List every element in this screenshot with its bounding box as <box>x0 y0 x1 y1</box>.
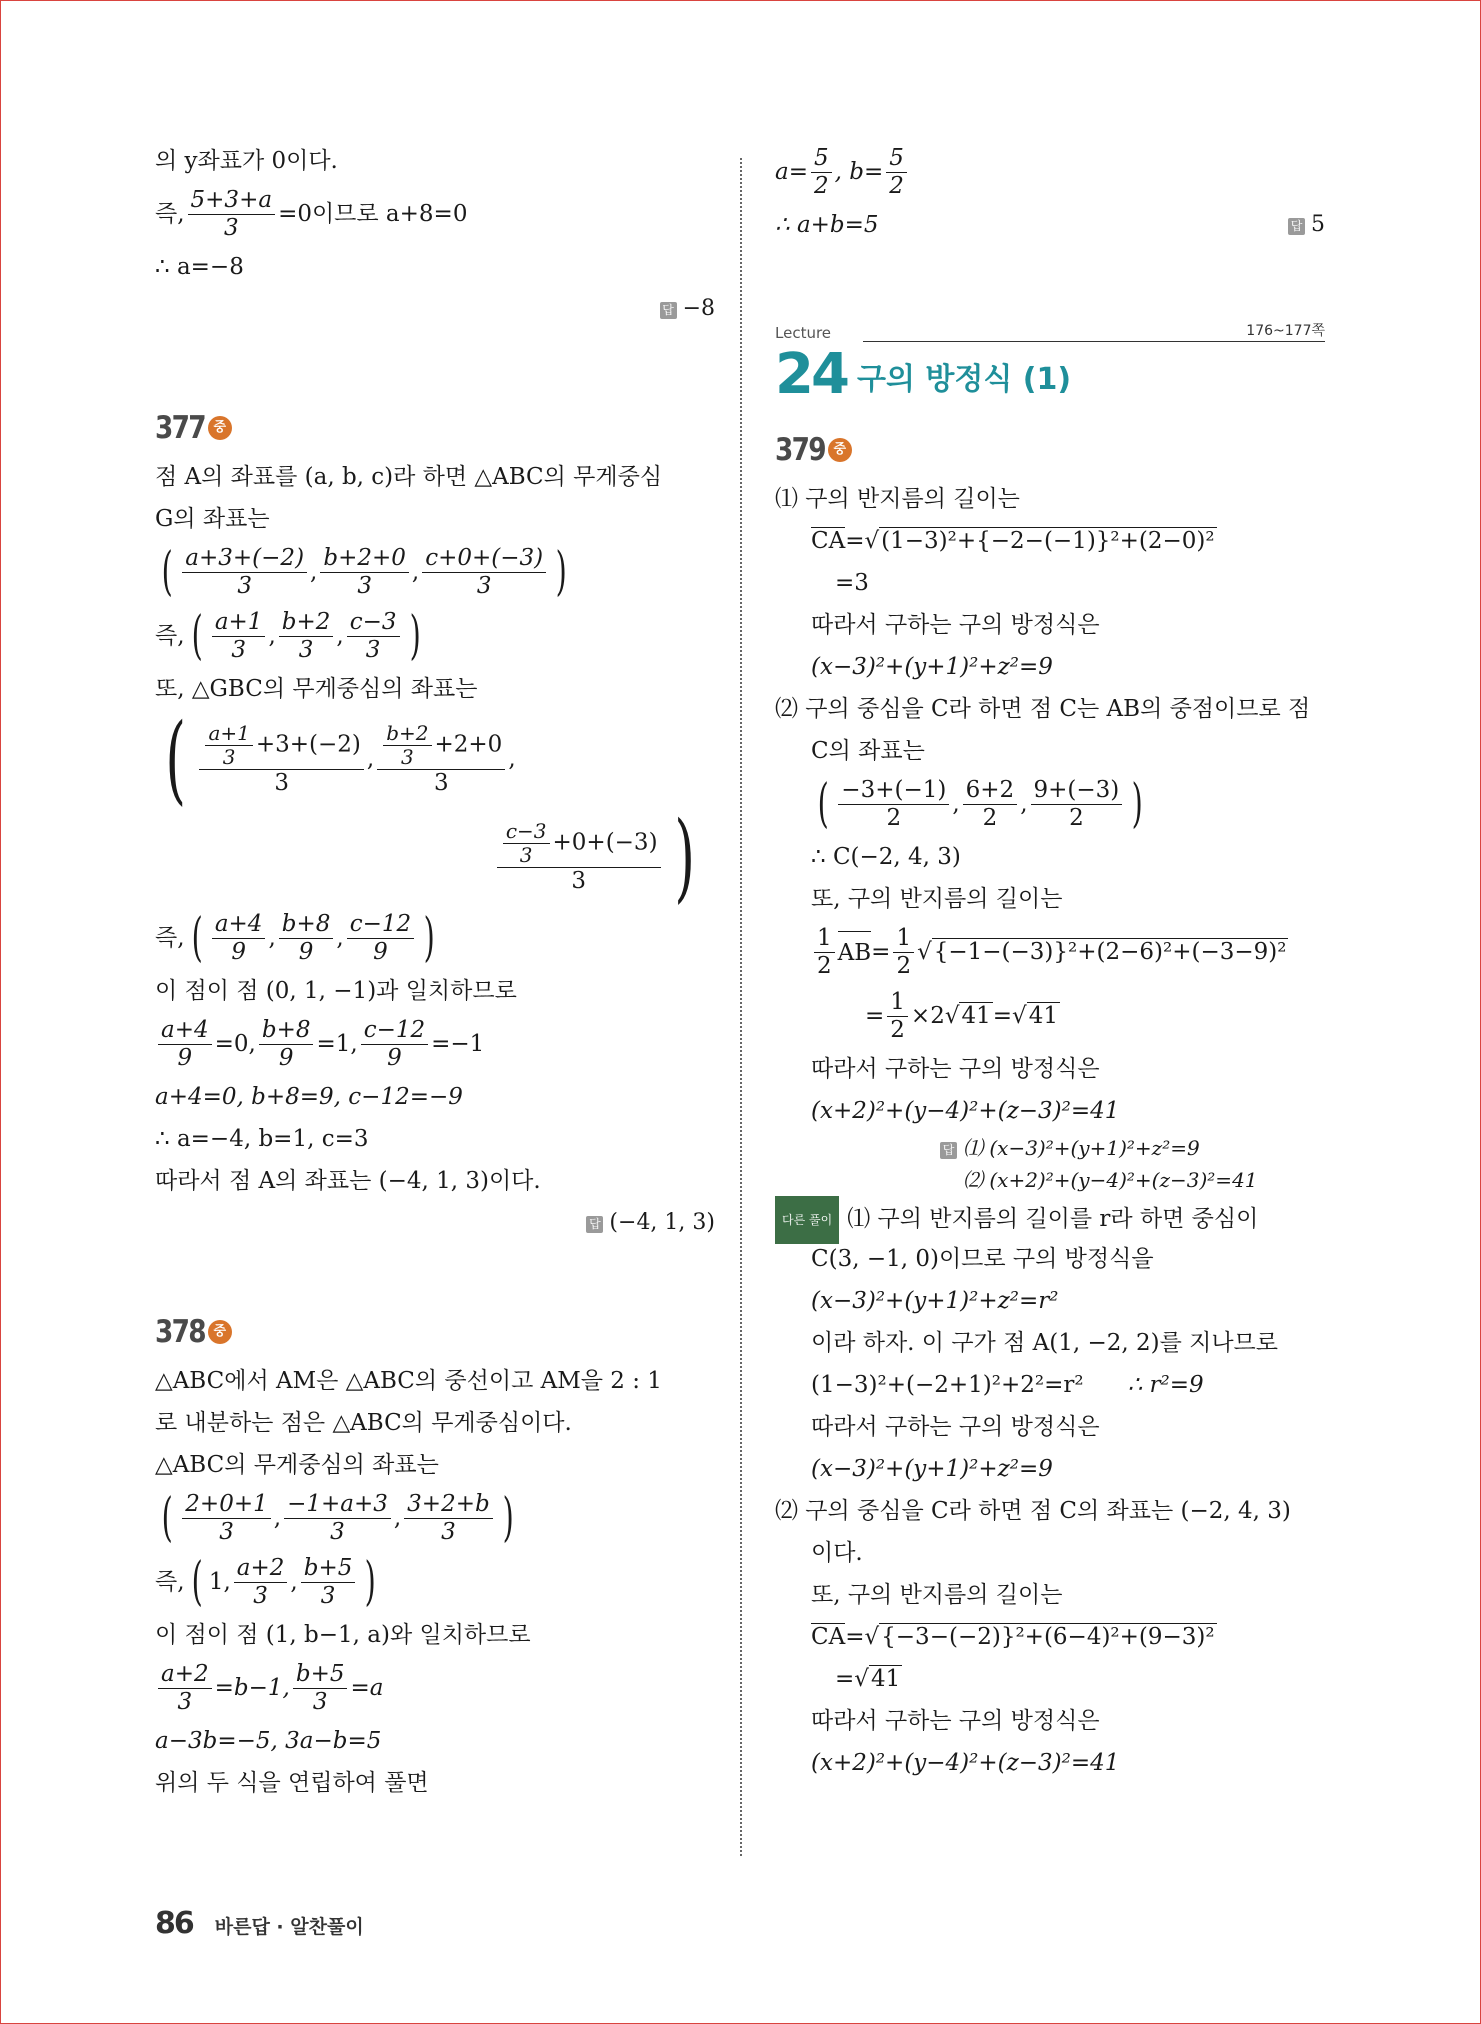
difficulty-badge: 중 <box>208 1320 232 1344</box>
answer-line: 답 (−4, 1, 3) <box>155 1202 715 1244</box>
alt-solution-tag: 다른 풀이 <box>775 1196 839 1244</box>
text-line: 이라 하자. 이 구가 점 A(1, −2, 2)를 지나므로 <box>811 1330 1278 1356</box>
text-line: ∴ C(−2, 4, 3) <box>811 844 961 870</box>
text-line: 점 A의 좌표를 (a, b, c)라 하면 △ABC의 무게중심 <box>155 464 663 490</box>
text-line: C의 좌표는 <box>811 738 925 764</box>
lecture-title: 구의 방정식 (1) <box>857 362 1072 397</box>
math-line: $\frac{c-3}{3}$ +0+(−3) 3 ) <box>155 808 715 906</box>
math-line: (x−3)²+(y+1)²+z²=9 <box>811 654 1053 680</box>
problem-number: 378 <box>155 1314 205 1350</box>
text-line: ∴ a=−8 <box>155 254 244 280</box>
text-line: △ABC의 무게중심의 좌표는 <box>155 1452 439 1478</box>
text-line: 또, 구의 반지름의 길이는 <box>811 1582 1063 1608</box>
problem-header-379 <box>775 422 1325 478</box>
difficulty-badge: 중 <box>828 438 852 462</box>
math-line: (1−3)²+(−2+1)²+2²=r² ∴ r²=9 <box>811 1372 1204 1398</box>
text-line: 따라서 구하는 구의 방정식은 <box>811 1056 1100 1082</box>
lecture-number: 24 <box>775 342 847 407</box>
math-line: ( $\frac{a+3+(-2)}{3}$ , $\frac{b+2+0}{3}$ , $\frac{c+0+(-3)}{3}$ ) <box>161 542 567 602</box>
difficulty-badge: 중 <box>208 416 232 440</box>
text-line: C(3, −1, 0)이므로 구의 방정식을 <box>811 1246 1154 1272</box>
text-line: 따라서 점 A의 좌표는 (−4, 1, 3)이다. <box>155 1168 541 1194</box>
text-line: ⑴ 구의 반지름의 길이는 <box>775 486 1020 512</box>
text-line: ⑵ 구의 중심을 C라 하면 점 C는 AB의 중점이므로 점 <box>775 696 1311 722</box>
right-column <box>775 140 1325 1784</box>
text-line: 위의 두 식을 연립하여 풀면 <box>155 1770 429 1796</box>
text-line: ⑵ 구의 중심을 C라 하면 점 C의 좌표는 (−2, 4, 3) <box>775 1498 1291 1524</box>
answer-line: ⑵ (x+2)²+(y−4)²+(z−3)²=41 <box>963 1168 1258 1192</box>
problem-number: 379 <box>775 432 825 468</box>
math-line: CA=√(1−3)²+{−2−(−1)}²+(2−0)² <box>775 520 1325 562</box>
text-line: a−3b=−5, 3a−b=5 <box>155 1728 382 1754</box>
lecture-label: Lecture <box>775 324 832 342</box>
text-line: 의 y좌표가 0이다. <box>155 148 338 174</box>
math-line: (x+2)²+(y−4)²+(z−3)²=41 <box>811 1750 1120 1776</box>
text-line: ∴ a+b=5 답 5 <box>775 212 1325 238</box>
lecture-header <box>775 324 1325 416</box>
problem-number: 377 <box>155 410 205 446</box>
math-line: CA=√{−3−(−2)}²+(6−4)²+(9−3)² <box>811 1624 1215 1650</box>
lecture-rule <box>863 341 1325 342</box>
math-line: 즉, $\frac{5+3+a}{3}$ =0이므로 a+8=0 <box>155 187 468 241</box>
math-line: 즉, ( $\frac{a+1}{3}$ , $\frac{b+2}{3}$ , $\frac{c-3}{3}$ ) <box>155 606 421 666</box>
math-line: $\frac{a+4}{9}$ =0, $\frac{b+8}{9}$ =1, $\frac{c-12}{9}$ =−1 <box>155 1012 715 1076</box>
book-title: 바른답 · 알찬풀이 <box>214 1916 364 1938</box>
text-line: 따라서 구하는 구의 방정식은 <box>811 1708 1100 1734</box>
answer-mark-icon: 답 <box>940 1142 957 1159</box>
text-line: △ABC에서 AM은 △ABC의 중선이고 AM을 2 : 1 <box>155 1368 662 1394</box>
text-line: 또, △GBC의 무게중심의 좌표는 <box>155 676 478 702</box>
problem-header-377 <box>155 400 715 456</box>
text-line: G의 좌표는 <box>155 506 270 532</box>
math-line: (x+2)²+(y−4)²+(z−3)²=41 <box>811 1098 1120 1124</box>
left-column <box>155 140 715 1804</box>
math-line: a= $\frac{5}{2}$ , b= $\frac{5}{2}$ <box>775 140 1325 204</box>
text-line: 이 점이 점 (0, 1, −1)과 일치하므로 <box>155 978 517 1004</box>
math-line: 즉, ( 1, $\frac{a+2}{3}$ , $\frac{b+5}{3}$ ) <box>155 1552 377 1612</box>
lecture-pages: 176~177쪽 <box>1246 323 1325 339</box>
math-line: = $\frac{1}{2}$ ×2 √41 = √41 <box>865 989 1058 1043</box>
answer-line: 답 ⑴ (x−3)²+(y+1)²+z²=9 <box>775 1132 1325 1164</box>
text-line: 로 내분하는 점은 △ABC의 무게중심이다. <box>155 1410 572 1436</box>
text-line: 따라서 구하는 구의 방정식은 <box>811 1414 1100 1440</box>
fraction: $\frac{5+3+a}{3}$ <box>188 187 276 241</box>
math-line: =3 <box>835 570 869 596</box>
math-line: (x−3)²+(y+1)²+z²=r² <box>811 1288 1059 1314</box>
answer-mark-icon: 답 <box>660 302 677 319</box>
text-line: a+4=0, b+8=9, c−12=−9 <box>155 1084 463 1110</box>
column-divider <box>740 158 742 1856</box>
math-line: $\frac{1}{2}$ AB = $\frac{1}{2}$ √{−1−(−3)}²+(2−6)²+(−3−9)² <box>775 920 1325 984</box>
math-line: $\frac{a+2}{3}$ =b−1, $\frac{b+5}{3}$ =a <box>155 1656 715 1720</box>
text-line: 이 점이 점 (1, b−1, a)와 일치하므로 <box>155 1622 531 1648</box>
problem-header-378 <box>155 1304 715 1360</box>
text-line: ∴ a=−4, b=1, c=3 <box>155 1126 369 1152</box>
page-number: 86 <box>155 1906 193 1941</box>
answer-line: 답 −8 <box>155 288 715 330</box>
text-line: 이다. <box>811 1540 863 1566</box>
math-line: ( $\frac{-3+(-1)}{2}$ , $\frac{6+2}{2}$ , $\frac{9+(-3)}{2}$ ) <box>817 774 1143 834</box>
math-line: 즉, ( $\frac{a+4}{9}$ , $\frac{b+8}{9}$ , $\frac{c-12}{9}$ ) <box>155 908 435 968</box>
sqrt-sign: √(1−3)²+{−2−(−1)}²+(2−0)² <box>864 528 1215 554</box>
math-line: (x−3)²+(y+1)²+z²=9 <box>811 1456 1053 1482</box>
answer-mark-icon: 답 <box>1288 218 1305 235</box>
text-line: 또, 구의 반지름의 길이는 <box>811 886 1063 912</box>
page-footer <box>155 1906 364 1941</box>
text-line: 따라서 구하는 구의 방정식은 <box>811 612 1100 638</box>
text-line: 다른 풀이 ⑴ 구의 반지름의 길이를 r라 하면 중심이 <box>775 1196 1325 1238</box>
answer-mark-icon: 답 <box>586 1216 603 1233</box>
math-line: ( $\frac{2+0+1}{3}$ , $\frac{-1+a+3}{3}$ , $\frac{3+2+b}{3}$ ) <box>161 1488 514 1548</box>
math-line: ( $\frac{a+1}{3}$ +3+(−2) 3 , $\frac{b+2}{3}$ +2+0 3 , <box>165 703 516 815</box>
math-line: =√41 <box>835 1666 901 1692</box>
